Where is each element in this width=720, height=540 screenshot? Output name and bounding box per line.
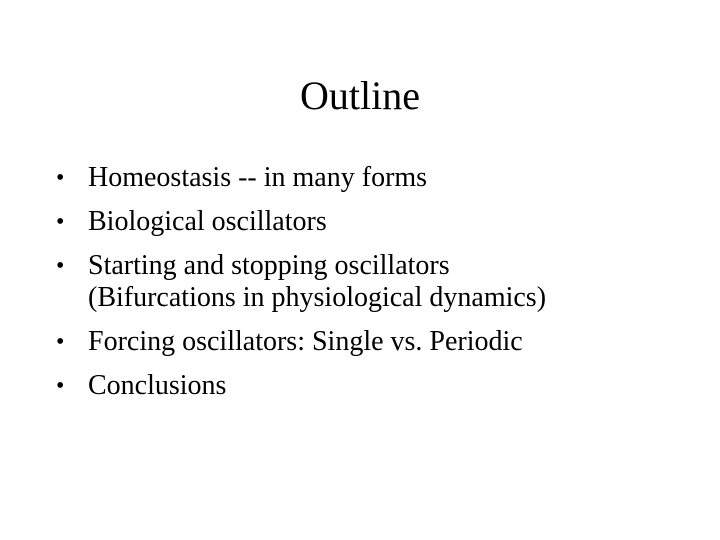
bullet-icon: •: [56, 373, 65, 399]
slide-title: Outline: [300, 73, 420, 118]
bullet-icon: •: [56, 209, 65, 235]
bullet-item-biological-oscillators: [56, 206, 696, 238]
bullet-text: Biological oscillators: [88, 206, 327, 237]
bullet-item-forcing-oscillators: [56, 326, 696, 358]
bullet-icon: •: [56, 329, 65, 355]
bullet-text: Homeostasis -- in many forms: [88, 162, 428, 193]
bullet-subline: (Bifurcations in physiological dynamics): [88, 282, 547, 313]
bullet-text: Conclusions: [88, 370, 227, 401]
bullet-item-starting-stopping: [56, 250, 696, 314]
bullet-icon: •: [56, 253, 65, 279]
bullet-icon: •: [56, 165, 65, 191]
bullet-item-conclusions: [56, 370, 696, 402]
bullet-list: [56, 162, 696, 414]
bullet-text: Forcing oscillators: Single vs. Periodic: [88, 326, 523, 357]
bullet-text: Starting and stopping oscillators: [88, 250, 450, 281]
bullet-item-homeostasis: [56, 162, 696, 194]
